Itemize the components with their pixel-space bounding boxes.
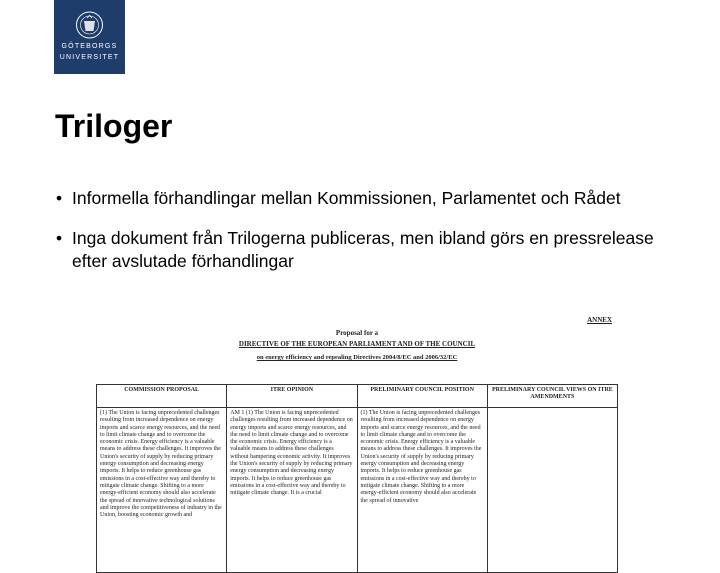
bullet-list (54, 187, 674, 290)
column-header: COMMISSION PROPOSAL (97, 385, 227, 408)
table-cell: AM 1 (1) The Union is facing unprecedented challenges resulting from increased dependence on energy imports and scarce energy resources, and the need to limit climate change and to overcome the economic crisis. Energy efficiency is a valuable means to address these challenges without hampering economic activity. It improves the Union's security of supply by reducing primary energy consumption and decreasing energy imports. It helps to reduce greenhouse gas emissions in a cost-effective way and thereby to mitigate climate change. It is a crucial (227, 408, 357, 573)
bullet-dot-icon: • (56, 228, 63, 248)
column-header: PRELIMINARY COUNCIL POSITION (357, 385, 487, 408)
slide-title: Triloger (55, 108, 173, 144)
proposal-label: Proposal for a (335, 329, 379, 337)
table-cell (487, 408, 617, 573)
bullet-text: Informella förhandlingar mellan Kommissionen, Parlamentet och Rådet (72, 188, 621, 208)
table-cell: (1) The Union is facing unprecedented challenges resulting from increased dependence on energy imports and scarce energy resources, and the need to limit climate change and to overcome the economic crisis. Energy efficiency is a valuable means to address these challenges. It improves the Union's security of supply by reducing primary energy consumption and decreasing energy imports. It helps to reduce greenhouse gas emissions in a cost-effective way and thereby to mitigate climate change. Shifting to a more energy-efficient economy should also accelerate the spread of innovative (357, 408, 487, 573)
bullet-item (54, 227, 674, 273)
directive-heading: DIRECTIVE OF THE EUROPEAN PARLIAMENT AND OF THE COUNCIL (238, 340, 476, 348)
logo-text-line1: GÖTEBORGS (61, 43, 118, 50)
directive-subheading: on energy efficiency and repealing Directives 2004/8/EC and 2006/32/EC (256, 354, 458, 361)
university-logo (54, 0, 125, 74)
logo-text-line2: UNIVERSITET (59, 54, 120, 61)
column-header: PRELIMINARY COUNCIL VIEWS ON ITRE AMENDMENTS (487, 385, 617, 408)
document-excerpt (92, 316, 622, 540)
comparison-table (96, 384, 618, 573)
bullet-text: Inga dokument från Trilogerna publiceras, men ibland görs en pressrelease efter avslutade förhandlingar (72, 228, 654, 271)
university-seal-icon (75, 10, 104, 40)
table-cell: (1) The Union is facing unprecedented challenges resulting from increased dependence on energy imports and scarce energy resources, and the need to limit climate change and to overcome the economic crisis. Energy efficiency is a valuable means to address these challenges. It improves the Union's security of supply by reducing primary energy consumption and decreasing energy imports. It helps to reduce greenhouse gas emissions in a cost-effective way and thereby to mitigate climate change. Shifting to a more energy-efficient economy should also accelerate the spread of innovative technological solutions and improve the competitiveness of industry in the Union, boosting economic growth and (97, 408, 227, 573)
column-header: ITRE OPINION (227, 385, 357, 408)
table-row (97, 408, 618, 573)
annex-label: ANNEX (587, 316, 612, 324)
bullet-item (54, 187, 674, 210)
table-header-row (97, 385, 618, 408)
bullet-dot-icon: • (56, 188, 63, 208)
